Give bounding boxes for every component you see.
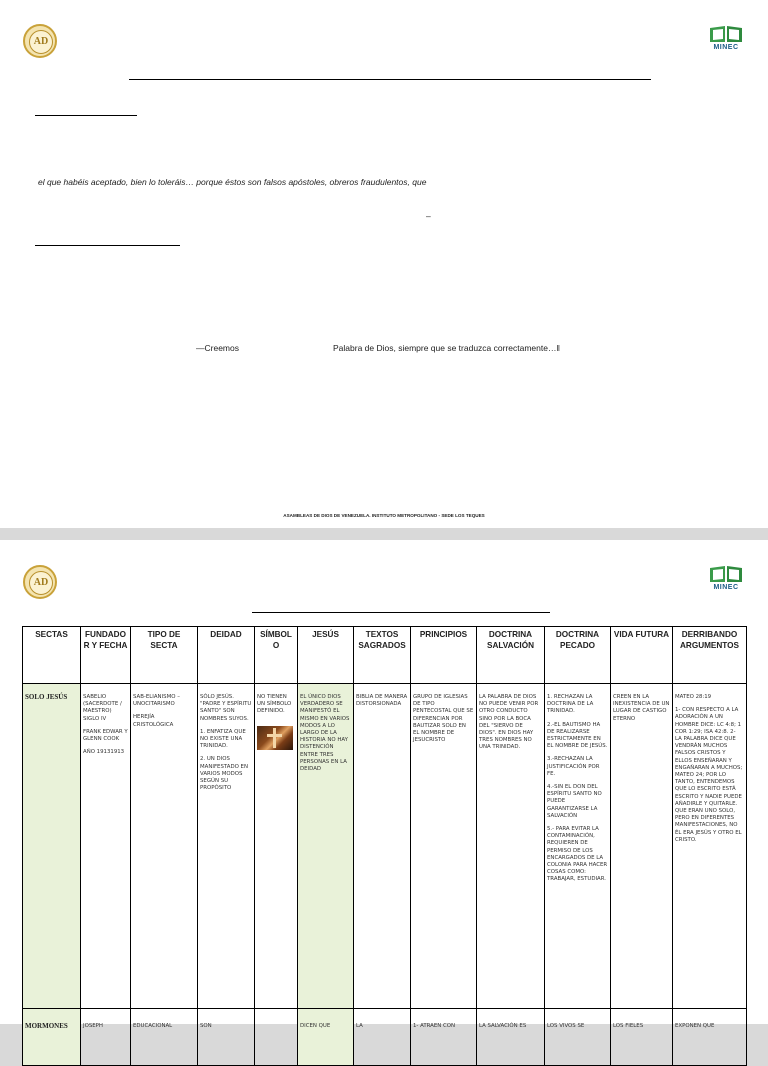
- minec-logo-text: MINEC: [713, 44, 739, 51]
- cell-vida: CREEN EN LA INEXISTENCIA DE UN LUGAR DE CASTIGO ETERNO: [611, 684, 673, 1009]
- cell-salvacion: LA SALVACIÓN ES: [477, 1009, 545, 1066]
- ad-logo-text: AD: [29, 571, 53, 595]
- palabra-text: Palabra de Dios, siempre que se traduzca correctamente…‖: [333, 343, 560, 353]
- cell-salvacion: LA PALABRA DE DIOS NO PUEDE VENIR POR OTRO CONDUCTO SINO POR LA BOCA DEL "SIERVO DE DIOS". EN DIOS HAY TRES NOMBRES NO UNA TRINIDAD.: [477, 684, 545, 1009]
- cell-tipo: [131, 684, 198, 1009]
- pecado-line: 4.-SIN EL DON DEL ESPÍRITU SANTO NO PUEDE GARANTIZARSE LA SALVACIÓN: [547, 784, 602, 819]
- minec-logo-text: MINEC: [713, 584, 739, 591]
- header-principios: PRINCIPIOS: [411, 627, 477, 684]
- book-icon: [708, 24, 744, 44]
- cell-deidad: SON: [198, 1009, 255, 1066]
- header-tipo: TIPO DE SECTA: [131, 627, 198, 684]
- header-textos: TEXTOS SAGRADOS: [354, 627, 411, 684]
- simbolo-text: NO TIENEN UN SÍMBOLO DEFINIDO.: [257, 694, 292, 715]
- page-footer: ASAMBLEAS DE DIOS DE VENEZUELA. INSTITUTO METROPOLITANO - SEDE LOS TEQUES: [283, 513, 485, 518]
- fundador-line: AÑO 19131913: [83, 749, 125, 756]
- cell-jesus: EL ÚNICO DIOS VERDADERO SE MANIFESTÓ EL MISMO EN VARIOS MODOS A LO LARGO DE LA HISTORIA NO HAY DISTENCIÓN ENTRE TRES PERSONAS EN LA DEIDAD: [298, 684, 354, 1009]
- document-page-1: [0, 0, 768, 528]
- book-icon: [708, 564, 744, 584]
- header-pecado: DOCTRINA PECADO: [545, 627, 611, 684]
- sects-table: [22, 626, 747, 1066]
- tipo-line: SAB-ELIANISMO – UNOCITARISMO: [133, 694, 180, 708]
- cell-deidad: [198, 684, 255, 1009]
- pecado-line: 1. RECHAZAN LA DOCTRINA DE LA TRINIDAD.: [547, 694, 594, 715]
- cell-simbolo: [255, 684, 298, 1009]
- cell-secta: MORMONES: [23, 1009, 81, 1066]
- cell-principios: 1- ATRAEN CON: [411, 1009, 477, 1066]
- deidad-line: 1. ENFATIZA QUE NO EXISTE UNA TRINIDAD.: [200, 728, 246, 750]
- cell-textos: LA: [354, 1009, 411, 1066]
- cell-simbolo: [255, 1009, 298, 1066]
- pecado-line: 5.- PARA EVITAR LA CONTAMINACIÓN, REQUIEREN DE PERMISO DE LOS ENCARGADOS DE LA COLONIA PARA HACER COSAS COMO: TRABAJAR, ESTUDIAR.: [547, 826, 608, 883]
- creemos-text: —Creemos: [196, 343, 239, 353]
- header-fundador: FUNDADOR Y FECHA: [81, 627, 131, 684]
- cell-fundador: [81, 684, 131, 1009]
- cell-jesus: DICEN QUE: [298, 1009, 354, 1066]
- fundador-line: FRANK EDWAR Y GLENN COOK: [83, 728, 128, 743]
- dash-mark: –: [426, 211, 431, 221]
- document-page-2: [0, 540, 768, 1030]
- deidad-line: SÓLO JESÚS. "PADRE Y ESPÍRITU SANTO" SON NOMBRES SUYOS.: [200, 694, 252, 722]
- heading-rule-1: [35, 115, 137, 116]
- table-row: [23, 684, 747, 1009]
- deidad-line: 2. UN DIOS MANIFESTADO EN VARIOS MODOS SEGÚN SU PROPÓSITO: [200, 756, 248, 792]
- cell-fundador: JOSEPH: [81, 1009, 131, 1066]
- ad-logo-icon: [23, 24, 57, 58]
- pecado-line: 2.-EL BAUTISMO HA DE REALIZARSE ESTRICTAMENTE EN EL NOMBRE DE JESÚS.: [547, 721, 608, 750]
- cell-principios: GRUPO DE IGLESIAS DE TIPO PENTECOSTAL QUE SE DIFERENCIAN POR BAUTIZAR SOLO EN EL NOMBRE DE JESUCRISTO: [411, 684, 477, 1009]
- title-rule: [129, 79, 651, 80]
- cell-secta: SOLO JESÚS: [23, 684, 81, 1009]
- cell-tipo: EDUCACIONAL: [131, 1009, 198, 1066]
- cell-vida: LOS FIELES: [611, 1009, 673, 1066]
- ad-logo-text: AD: [29, 30, 53, 54]
- cell-pecado: LOS VIVOS SE: [545, 1009, 611, 1066]
- header-simbolo: SÍMBOLO: [255, 627, 298, 684]
- header-jesus: JESÚS: [298, 627, 354, 684]
- header-salvacion: DOCTRINA SALVACIÓN: [477, 627, 545, 684]
- derribando-line: MATEO 28:19: [675, 694, 712, 700]
- fundador-line: SABELIO (SACERDOTE / MAESTRO) SIGLO IV: [83, 694, 122, 722]
- table-row: [23, 1009, 747, 1066]
- cross-icon: [257, 726, 293, 750]
- header-deidad: DEIDAD: [198, 627, 255, 684]
- cell-derribando: EXPONEN QUE: [673, 1009, 747, 1066]
- header-sectas: SECTAS: [23, 627, 81, 684]
- cell-textos: BIBLIA DE MANERA DISTORSIONADA: [354, 684, 411, 1009]
- minec-logo-icon: [708, 24, 744, 54]
- table-header-row: [23, 627, 747, 684]
- scripture-quote: el que habéis aceptado, bien lo toleráis… porque éstos son falsos apóstoles, obreros fraudulentos, que: [38, 177, 427, 187]
- pecado-line: 3.-RECHAZAN LA JUSTIFICACIÓN POR FE.: [547, 756, 600, 777]
- table-title-rule: [252, 612, 550, 613]
- tipo-line: HEREJÍA CRISTOLÓGICA: [133, 714, 174, 728]
- ad-logo-icon: [23, 565, 57, 599]
- cell-derribando: [673, 684, 747, 1009]
- header-derribando: DERRIBANDO ARGUMENTOS: [673, 627, 747, 684]
- derribando-line: 1- CON RESPECTO A LA ADORACIÓN A UN HOMBRE DICE: LC 4:8; 1 COR 1:29; ISA 42:8. 2- LA PALABRA DICE QUE VENDRÁN MUCHOS FALSOS CRISTOS Y ELLOS ENSEÑARAN Y ENGAÑARAN A MUCHOS; MATEO 24; POR LO TANTO, ENTENDEMOS QUE LO ESCRITO ESTÁ ESCRITO Y NADIE PUEDE AÑADIRLE Y QUITARLE. QUE ERAN UNO SOLO, PERO EN DIFERENTES MANIFESTACIONES, NO ÉL ERA JESÚS Y OTRO EL CRISTO.: [675, 707, 743, 843]
- minec-logo-icon: [708, 564, 744, 594]
- header-vida: VIDA FUTURA: [611, 627, 673, 684]
- heading-rule-2: [35, 245, 180, 246]
- cell-pecado: [545, 684, 611, 1009]
